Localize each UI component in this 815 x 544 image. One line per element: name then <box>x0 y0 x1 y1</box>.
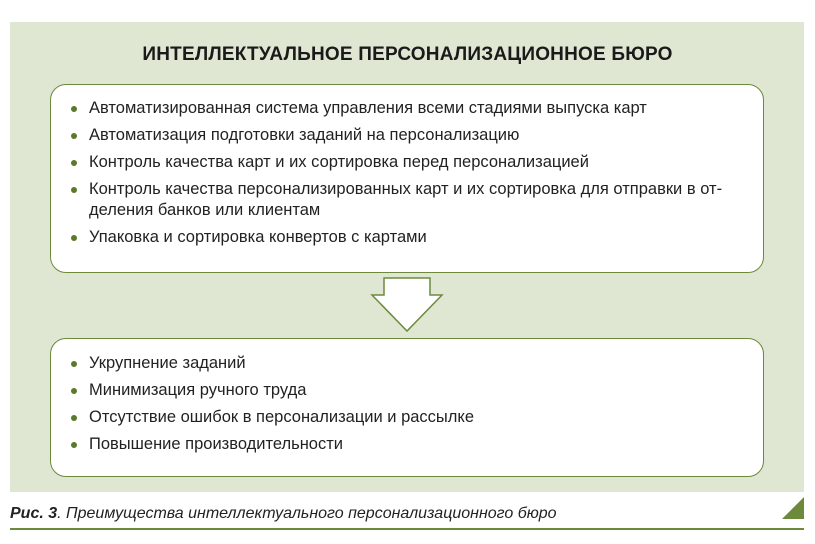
bullet-icon <box>71 415 77 421</box>
benefits-list <box>69 353 745 455</box>
bullet-icon <box>71 235 77 241</box>
bullet-icon <box>71 187 77 193</box>
feature-item <box>69 179 745 221</box>
feature-text: Автоматизация подготовки заданий на персонализацию <box>89 126 520 144</box>
benefit-text: Минимизация ручного труда <box>89 381 307 399</box>
bullet-icon <box>71 388 77 394</box>
benefits-box <box>50 338 764 477</box>
figure-caption <box>10 505 557 523</box>
feature-text: Контроль качества персонализированных карт и их сортировка для отправки в от-деления банков или клиентам <box>89 180 723 219</box>
benefit-item <box>69 434 745 455</box>
bullet-icon <box>71 160 77 166</box>
feature-item <box>69 152 745 173</box>
feature-text: Упаковка и сортировка конвертов с картами <box>89 228 427 246</box>
benefit-text: Укрупнение заданий <box>89 354 246 372</box>
feature-item <box>69 227 745 248</box>
diagram-title: ИНТЕЛЛЕКТУАЛЬНОЕ ПЕРСОНАЛИЗАЦИОННОЕ БЮРО <box>142 44 673 65</box>
bullet-icon <box>71 106 77 112</box>
benefit-item <box>69 353 745 374</box>
features-box <box>50 84 764 273</box>
feature-text: Автоматизированная система управления всеми стадиями выпуска карт <box>89 99 647 117</box>
benefit-item <box>69 407 745 428</box>
feature-item <box>69 98 745 119</box>
down-arrow-icon <box>370 277 444 333</box>
bullet-icon <box>71 133 77 139</box>
caption-label: Рис. 3 <box>10 505 58 522</box>
features-list <box>69 98 745 248</box>
bullet-icon <box>71 361 77 367</box>
caption-rule <box>10 528 804 530</box>
benefit-text: Повышение производительности <box>89 435 344 453</box>
corner-triangle-icon <box>782 497 804 519</box>
feature-item <box>69 125 745 146</box>
caption-text: . Преимущества интеллектуального персонализационного бюро <box>57 505 557 522</box>
benefit-item <box>69 380 745 401</box>
bullet-icon <box>71 442 77 448</box>
benefit-text: Отсутствие ошибок в персонализации и рассылке <box>89 408 475 426</box>
feature-text: Контроль качества карт и их сортировка перед персонализацией <box>89 153 589 171</box>
